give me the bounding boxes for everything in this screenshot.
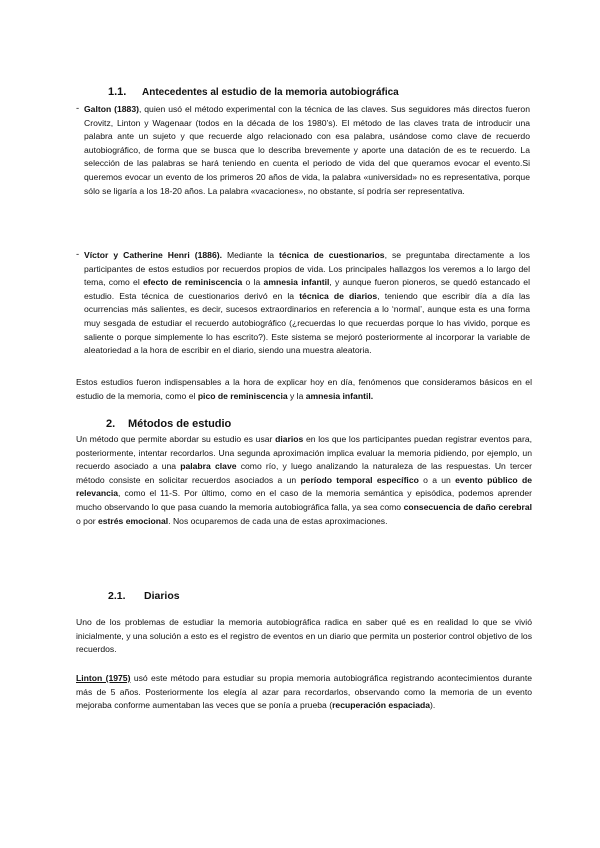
paragraph-diarios: Uno de los problemas de estudiar la memoria autobiográfica radica en saber qué es en realidad lo que se vivió inicialmente, y una solución a esto es el registro de eventos en un diario que permita un posterior control objetivo de los recuerdos. <box>76 617 532 655</box>
author-name: Linton (1975) <box>76 673 131 683</box>
paragraph-summary: Estos estudios fueron indispensables a la hora de explicar hoy en día, fenómenos que consideramos básicos en el estudio de la memoria, como el pico de reminiscencia y la amnesia infantil. <box>76 377 532 401</box>
section-heading-2-1 <box>108 590 180 602</box>
section-heading-2 <box>106 418 231 430</box>
author-name: Víctor y Catherine Henri (1886). <box>84 250 222 260</box>
paragraph-galton: Galton (1883), quien usó el método experimental con la técnica de las claves. Sus seguidores más directos fueron Crovitz, Linton y Wagenaar (todos en la década de los 1980’s). El método de las claves trata de introducir una palabra ante un sujeto y que recuerde algo relacionado con esa palabra, usándose como clave de recuerdo autobiográfico, de forma que se busca que lo describa brevemente y aporte una datación de es te recuerdo. La selección de las palabras se hará teniendo en cuenta el periodo de vida del que queramos evocar el evento.Si queremos evocar un evento de los primeros 20 años de vida, la palabra «universidad» no es representativa, porque sólo se ligaría a los 18-20 años. La palabra «vacaciones», no obstante, sí podría ser representativa. <box>84 104 530 196</box>
bullet-henri <box>76 249 530 358</box>
section-number: 2. <box>106 418 116 430</box>
section-title: Antecedentes al estudio de la memoria autobiográfica <box>142 87 399 98</box>
bullet-galton <box>76 103 530 198</box>
section-number: 2.1. <box>108 590 126 602</box>
bullet-dash: - <box>76 103 80 114</box>
section-heading-1-1 <box>108 86 399 98</box>
paragraph-methods: Un método que permite abordar su estudio es usar diarios en los que los participantes puedan registrar eventos para, posteriormente, intentar recordarlos. Una segunda aproximación implica evaluar la memoria pidiendo, por ejemplo, un recuerdo asociado a una palabra clave como río, y luego analizando la naturaleza de las respuestas. Un tercer método consiste en solicitar recuerdos asociados a un período temporal específico o a un evento público de relevancia, como el 11-S. Por último, como en el caso de la memoria semántica y episódica, podemos aprender mucho observando lo que pasa cuando la memoria autobiográfica falla, ya sea como consecuencia de daño cerebral o por estrés emocional. Nos ocuparemos de cada una de estas aproximaciones. <box>76 434 532 526</box>
bullet-dash: - <box>76 249 80 260</box>
author-name: Galton (1883) <box>84 104 139 114</box>
paragraph-henri: Víctor y Catherine Henri (1886). Mediante la técnica de cuestionarios, se preguntaba directamente a los participantes de estos estudios por recuerdos propios de vida. Los principales hallazgos los veremos a lo largo del tema, como el efecto de reminiscencia o la amnesia infantil, y aunque fueron pioneros, se quedó estancado el estudio. Esta técnica de cuestionarios derivó en la técnica de diarios, teniendo que escribir día a día las ocurrencias más salientes, es decir, sucesos extraordinarios en referencia a lo ‘normal’, aunque esta es una forma muy sesgada de estudiar el recuerdo autobiográfico (¿recuerdas lo que recuerdas porque lo has vivido, porque es saliente o porque simplemente lo has escrito?). Este sistema se mejoró posteriormente al incorporar la variable de aleatoriedad a la hora de escribir en el diario, siendo una muestra aleatoria. <box>84 250 530 356</box>
section-number: 1.1. <box>108 86 127 98</box>
paragraph-linton: Linton (1975) usó este método para estudiar su propia memoria autobiográfica registrando acontecimientos durante más de 5 años. Posteriormente los elegía al azar para recordarlos, observando como la memoria de un evento mejoraba conforme aumentaban las veces que se ponía a prueba (recuperación espaciada). <box>76 673 532 711</box>
section-title: Métodos de estudio <box>128 418 232 430</box>
section-title: Diarios <box>144 590 180 602</box>
